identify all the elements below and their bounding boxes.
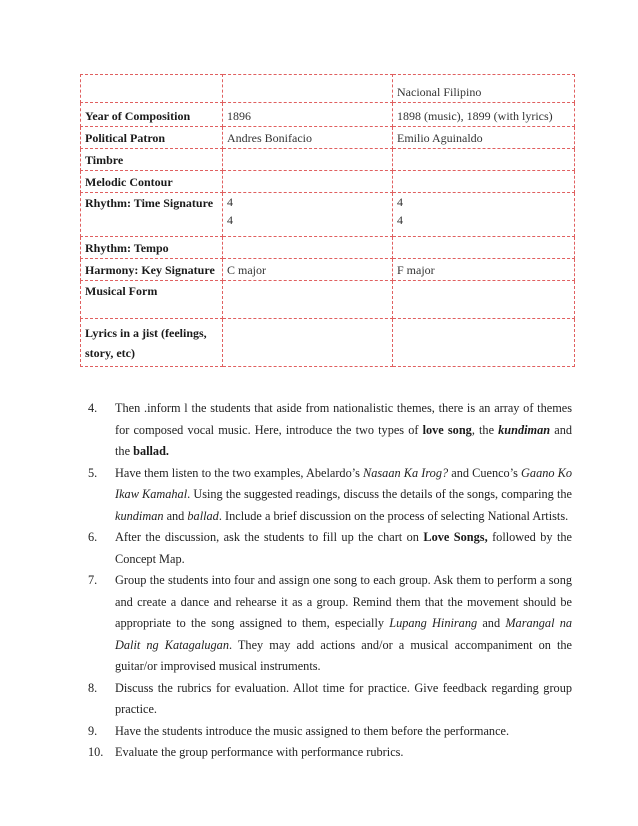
step-text: Then .inform l the students that aside from nationalistic themes, there is an array of themes for composed vocal music. Here, introduce the two types of [115, 401, 572, 437]
list-item [88, 398, 572, 463]
table-cell: Emilio Aguinaldo [393, 127, 575, 149]
row-label: Rhythm: Tempo [81, 237, 223, 259]
step-number: 4. [88, 401, 98, 415]
list-item [88, 570, 572, 678]
row-label: Rhythm: Time Signature [81, 193, 223, 237]
step-text: . Include a brief discussion on the process of selecting National Artists. [218, 508, 569, 523]
table-cell [81, 75, 223, 103]
table-row [81, 237, 575, 259]
row-label: Political Patron [81, 127, 223, 149]
step-text: and [163, 508, 188, 523]
table-cell [393, 149, 575, 171]
table-row [81, 259, 575, 281]
table-row [81, 103, 575, 127]
table-row [81, 171, 575, 193]
list-item [88, 742, 572, 764]
step-bold-italic-text: kundiman [498, 422, 551, 437]
step-italic-text: kundiman [115, 508, 164, 523]
step-italic-text: ballad [187, 508, 219, 523]
list-item [88, 721, 572, 743]
table-cell [223, 75, 393, 103]
step-bold-text: Love Songs, [423, 530, 488, 544]
table-cell [223, 171, 393, 193]
step-bold-text: love song [422, 422, 472, 437]
row-label: Musical Form [81, 281, 223, 319]
table-row [81, 319, 575, 367]
step-number: 7. [88, 573, 98, 587]
time-signature-top: 4 [397, 195, 403, 209]
row-label: Year of Composition [81, 103, 223, 127]
table-cell [393, 319, 575, 367]
step-bold-text: ballad. [133, 444, 169, 458]
step-text: and Cuenco’s [448, 465, 522, 480]
step-number: 6. [88, 530, 98, 544]
step-number: 5. [88, 465, 98, 480]
row-label: Melodic Contour [81, 171, 223, 193]
table-row [81, 75, 575, 103]
row-label: Lyrics in a jist (feelings, story, etc) [81, 319, 223, 367]
step-text: After the discussion, ask the students to fill up the chart on [115, 530, 424, 544]
table-cell [223, 237, 393, 259]
table-row [81, 281, 575, 319]
step-text: Have them listen to the two examples, Abelardo’s [115, 465, 364, 480]
table-cell: 1898 (music), 1899 (with lyrics) [393, 103, 575, 127]
procedure-steps [88, 398, 572, 764]
list-item [88, 527, 572, 570]
list-item [88, 463, 572, 528]
step-number: 9. [88, 723, 98, 738]
table-cell [223, 319, 393, 367]
table-cell: C major [223, 259, 393, 281]
step-text: Discuss the rubrics for evaluation. Allot time for practice. Give feedback regarding group practice. [115, 680, 572, 716]
table-cell [393, 281, 575, 319]
step-italic-text: Nasaan Ka Irog? [363, 465, 449, 480]
step-text: , the [471, 422, 499, 437]
row-label: Timbre [81, 149, 223, 171]
step-text: and the [115, 422, 572, 458]
table-row [81, 149, 575, 171]
step-text: followed by the Concept Map. [115, 530, 572, 566]
step-italic-text: Lupang Hinirang [389, 616, 478, 630]
time-signature-bottom: 4 [227, 213, 233, 227]
anthem-comparison-table [80, 74, 575, 367]
table-row [81, 127, 575, 149]
step-text: . They may add actions and/or a musical accompaniment on the guitar/or improvised musical instruments. [115, 637, 573, 673]
table-cell [393, 171, 575, 193]
table-row [81, 193, 575, 237]
table-cell: Andres Bonifacio [223, 127, 393, 149]
column-header: Nacional Filipino [393, 75, 575, 103]
step-text: Have the students introduce the music assigned to them before the performance. [115, 723, 510, 738]
table-cell [223, 149, 393, 171]
time-signature-cell [393, 193, 575, 237]
time-signature-top: 4 [227, 195, 233, 209]
step-number: 8. [88, 680, 98, 695]
step-number: 10. [88, 745, 104, 759]
table-cell [393, 237, 575, 259]
time-signature-bottom: 4 [397, 213, 403, 227]
table-cell: 1896 [223, 103, 393, 127]
row-label: Harmony: Key Signature [81, 259, 223, 281]
step-text: Evaluate the group performance with performance rubrics. [115, 745, 404, 759]
step-italic-text: Gaano Ko Ikaw Kamahal [115, 465, 573, 501]
time-signature-cell [223, 193, 393, 237]
list-item [88, 678, 572, 721]
step-italic-text: Marangal na Dalit ng Katagalugan [115, 616, 573, 652]
step-text: and [477, 616, 506, 630]
step-text: Group the students into four and assign one song to each group. Ask them to perform a song and create a dance and rehearse it as a group. Remind them that the movement should be appropriate to the song assigned to them, especially [115, 573, 572, 630]
table-cell [223, 281, 393, 319]
table-cell: F major [393, 259, 575, 281]
step-text: . Using the suggested readings, discuss the details of the songs, comparing the [187, 487, 572, 501]
